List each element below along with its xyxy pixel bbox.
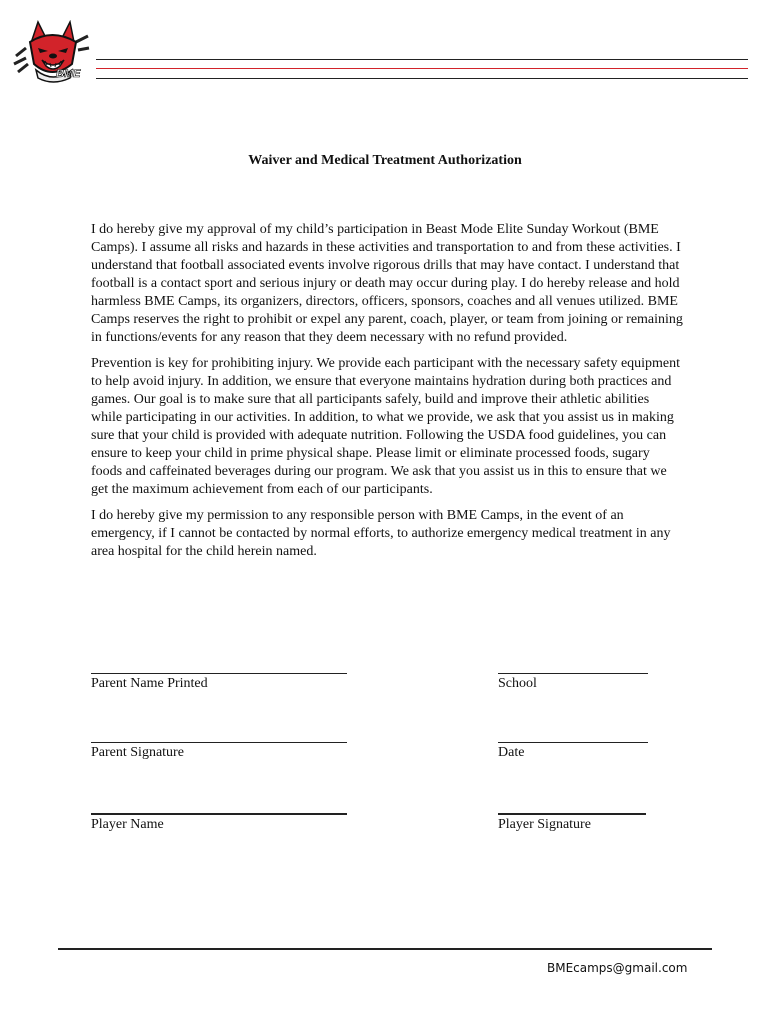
document-title: Waiver and Medical Treatment Authorization: [248, 153, 522, 168]
medical-authorization-paragraph: I do hereby give my permission to any responsible person with BME Camps, in the event of an emergency, if I cannot be contacted by normal efforts, to authorize emergency medical treatment in any area hospital for the child herein named.: [91, 508, 671, 559]
header-rule-top: [96, 59, 748, 60]
footer-rule: [58, 948, 712, 950]
bme-logo: [12, 20, 90, 84]
parent-signature-line[interactable]: [91, 742, 347, 743]
prevention-paragraph: Prevention is key for prohibiting injury. We provide each participant with the necessary safety equipment to help avoid injury. In addition, we ensure that everyone maintains hydration during both practices and games. Our goal is to make sure that all participants safely, build and improve their athletic abilities while participating in our activities. In addition, to what we provide, we ask that you assist us in making sure that your child is provided with adequate nutrition. Following the USDA food guidelines, you can ensure to keep your child in prime physical shape. Please limit or eliminate processed foods, sugary foods and caffeinated beverages during our program. We ask that you assist us in this to ensure that we get the maximum achievement from each of our participants.: [91, 356, 681, 497]
parent-name-printed-label: Parent Name Printed: [91, 676, 208, 691]
logo-text: BME: [56, 68, 81, 80]
school-line[interactable]: [498, 673, 648, 674]
header-rule-bottom: [96, 78, 748, 79]
player-name-line[interactable]: [91, 813, 347, 815]
school-label: School: [498, 676, 537, 691]
footer-email: BMEcamps@gmail.com: [547, 961, 688, 975]
parent-name-printed-line[interactable]: [91, 673, 347, 674]
player-signature-line[interactable]: [498, 813, 646, 815]
header-rule-red: [96, 68, 748, 69]
parent-signature-label: Parent Signature: [91, 745, 184, 760]
player-signature-label: Player Signature: [498, 817, 591, 832]
date-label: Date: [498, 745, 525, 760]
waiver-paragraph: I do hereby give my approval of my child’s participation in Beast Mode Elite Sunday Workout (BME Camps). I assume all risks and hazards in these activities and transportation to and from these activities. I understand that football associated events involve rigorous drills that may have contact. I understand that football is a contact sport and serious injury or death may occur during play. I do hereby release and hold harmless BME Camps, its organizers, directors, officers, sponsors, coaches and all venues utilized. BME Camps reserves the right to prohibit or expel any parent, coach, player, or team from joining or remaining in functions/events for any reason that they deem necessary with no refund provided.: [91, 222, 683, 345]
player-name-label: Player Name: [91, 817, 164, 832]
document-body: [91, 221, 683, 569]
date-line[interactable]: [498, 742, 648, 743]
